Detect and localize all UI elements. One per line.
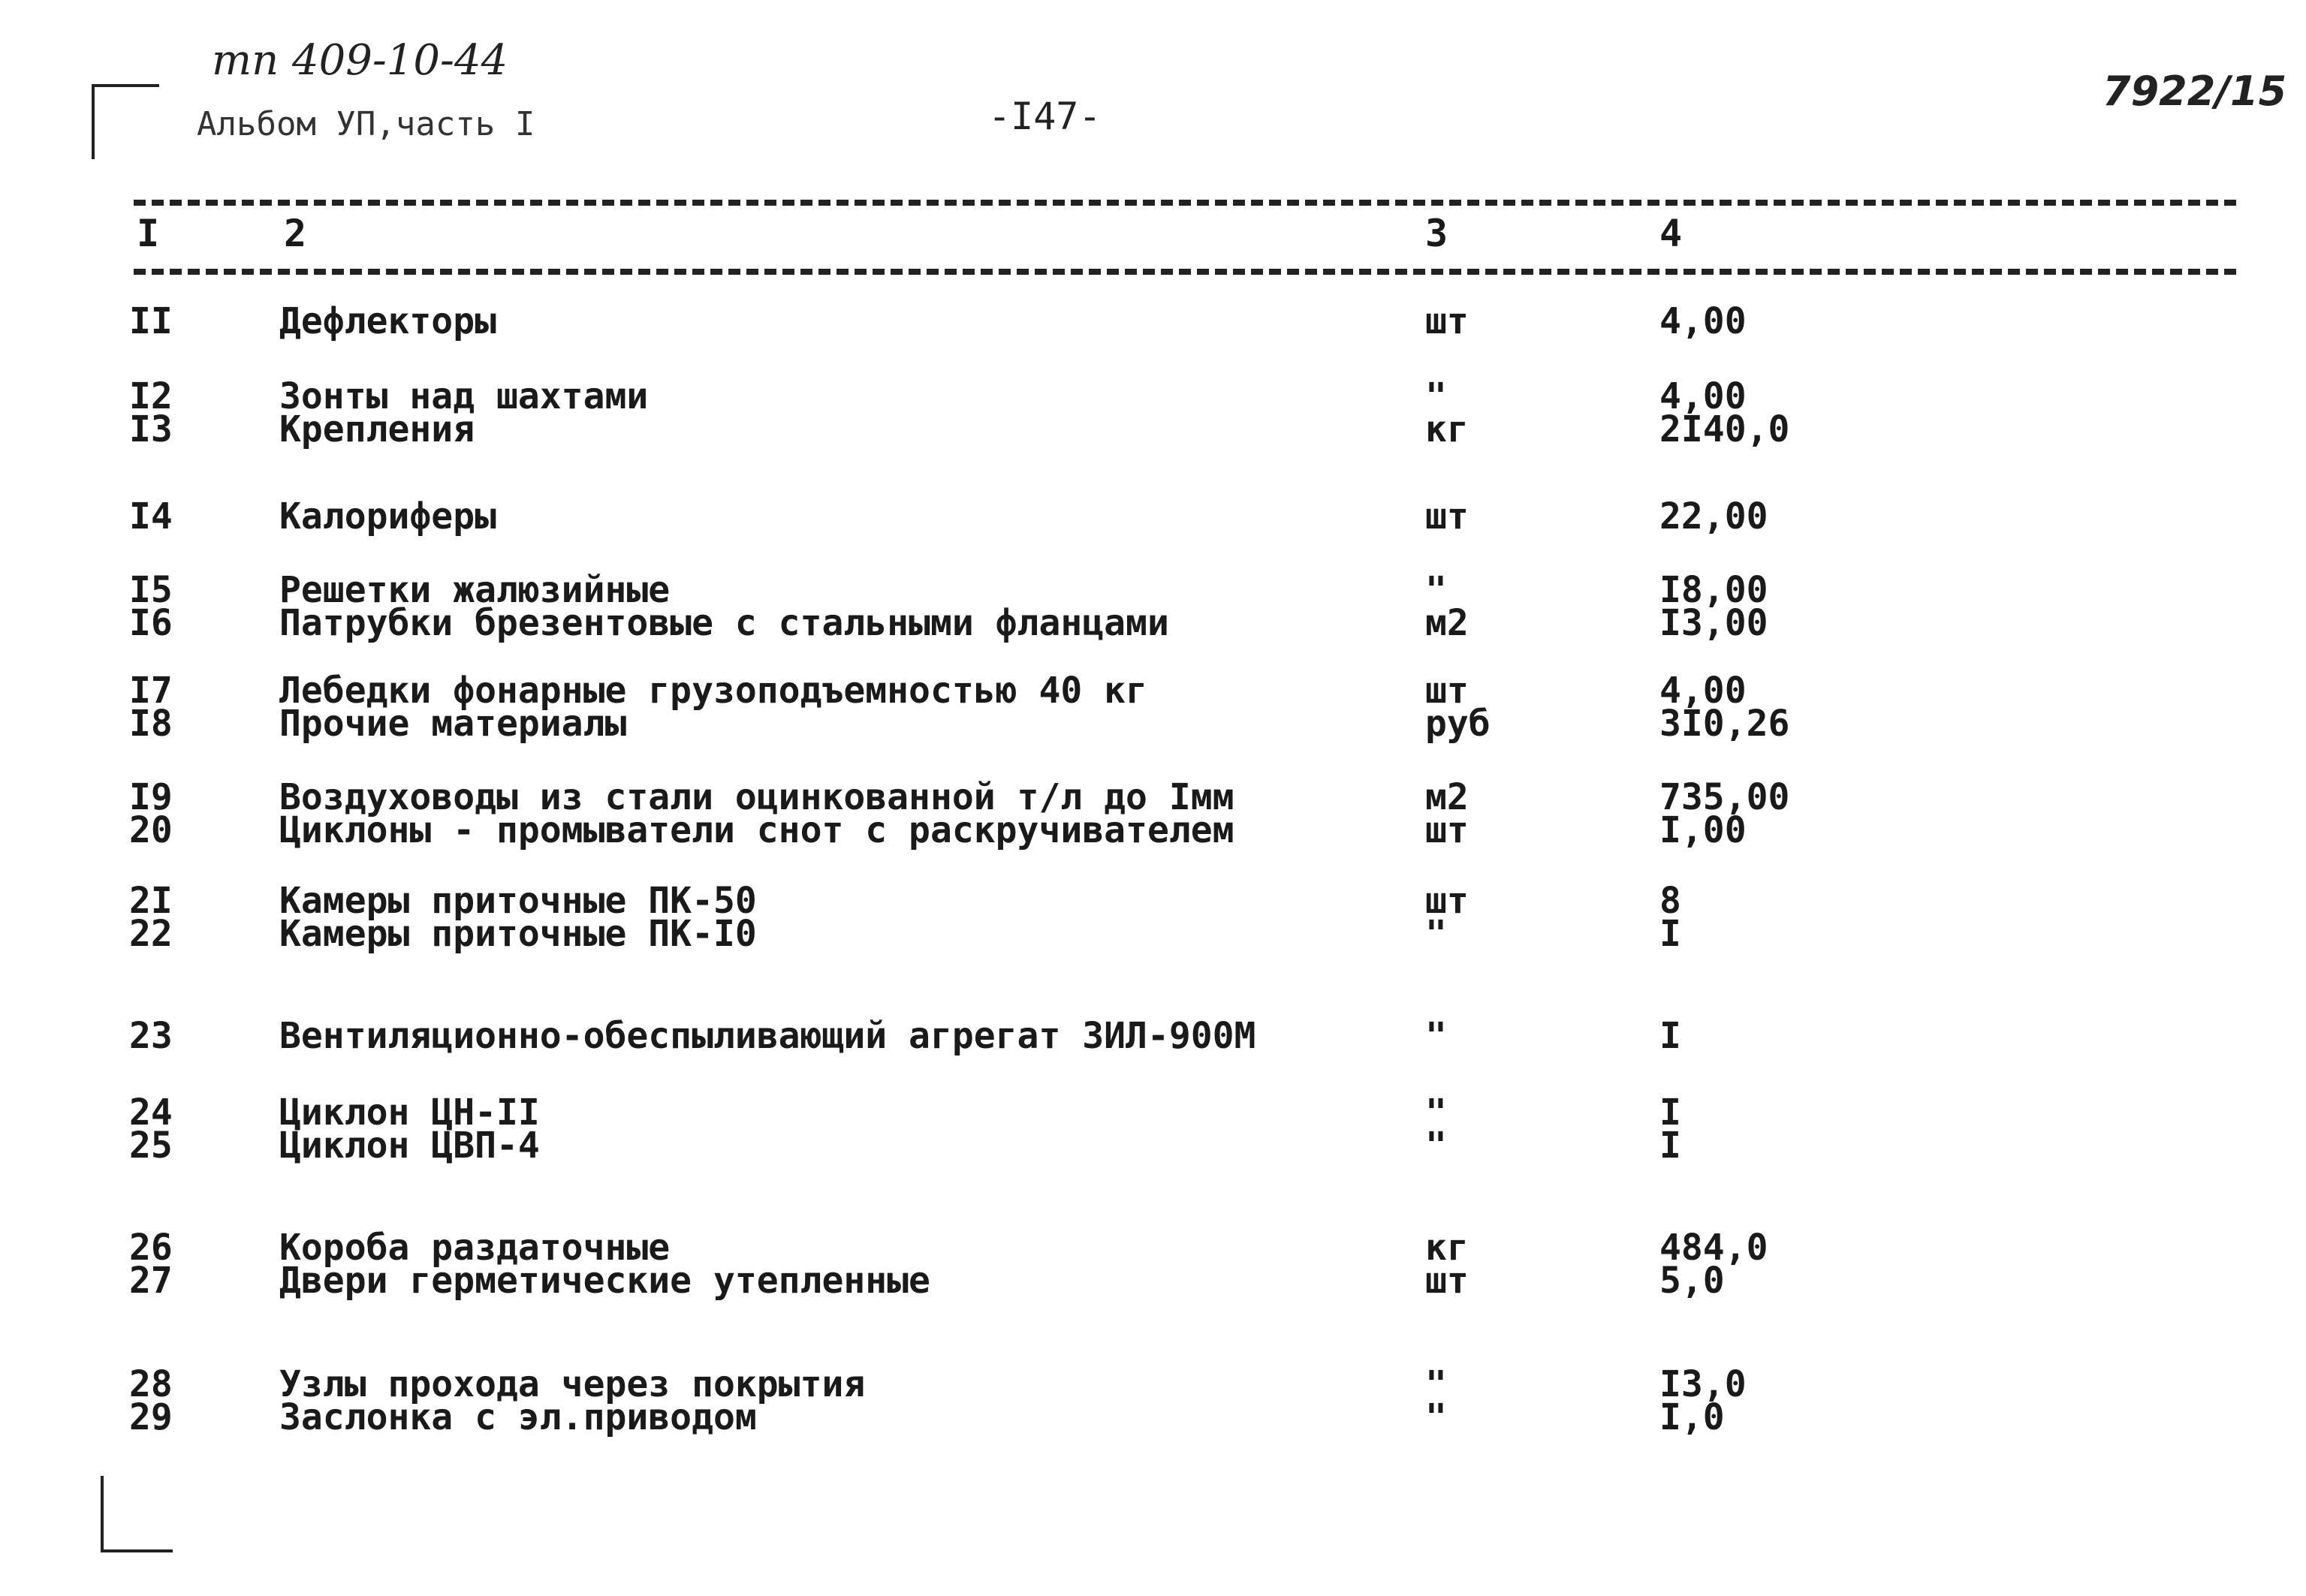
- row-name: Крепления: [279, 408, 475, 450]
- row-number: 28: [129, 1363, 173, 1405]
- row-unit: ": [1425, 913, 1447, 955]
- row-unit: руб: [1425, 703, 1491, 745]
- row-number: 20: [129, 809, 173, 851]
- row-number: I2: [129, 375, 173, 417]
- column-header-2: 2: [284, 212, 307, 255]
- row-number: 25: [129, 1125, 173, 1167]
- row-quantity: 735,00: [1659, 776, 1790, 818]
- row-name: Циклоны - промыватели снот с раскручивателем: [279, 809, 1234, 851]
- row-quantity: I8,00: [1659, 569, 1768, 611]
- row-quantity: 4,00: [1659, 375, 1747, 417]
- row-name: Зонты над шахтами: [279, 375, 649, 417]
- row-unit: ": [1425, 375, 1447, 417]
- corner-mark-bottom-left-horizontal: [101, 1549, 173, 1552]
- row-name: Короба раздаточные: [279, 1227, 671, 1269]
- row-quantity: 3I0,26: [1659, 703, 1790, 745]
- row-quantity: I: [1659, 1125, 1681, 1167]
- row-number: 2I: [129, 880, 173, 922]
- row-name: Калориферы: [279, 495, 496, 538]
- row-name: Решетки жалюзийные: [279, 569, 671, 611]
- row-quantity: 484,0: [1659, 1227, 1768, 1269]
- row-name: Камеры приточные ПК-50: [279, 880, 757, 922]
- row-unit: ": [1425, 1363, 1447, 1405]
- row-unit: ": [1425, 1396, 1447, 1438]
- row-unit: шт: [1425, 880, 1469, 922]
- row-number: I6: [129, 602, 173, 644]
- row-quantity: I3,00: [1659, 602, 1768, 644]
- row-unit: ": [1425, 569, 1447, 611]
- row-name: Циклон ЦВП-4: [279, 1125, 540, 1167]
- row-number: I7: [129, 670, 173, 712]
- row-number: I5: [129, 569, 173, 611]
- row-quantity: I3,0: [1659, 1363, 1747, 1405]
- row-number: 26: [129, 1227, 173, 1269]
- row-unit: кг: [1425, 1227, 1469, 1269]
- row-name: Вентиляционно-обеспыливающий агрегат ЗИЛ-900М: [279, 1015, 1256, 1057]
- row-quantity: I: [1659, 1092, 1681, 1134]
- corner-mark-top-left-horizontal: [92, 84, 159, 87]
- row-quantity: 4,00: [1659, 300, 1747, 342]
- row-quantity: 2I40,0: [1659, 408, 1790, 450]
- row-unit: шт: [1425, 809, 1469, 851]
- column-header-4: 4: [1659, 212, 1683, 255]
- row-name: Прочие материалы: [279, 703, 627, 745]
- row-number: 24: [129, 1092, 173, 1134]
- corner-mark-top-left: [92, 84, 95, 159]
- row-name: Воздуховоды из стали оцинкованной т/л до Iмм: [279, 776, 1234, 818]
- document-code: тп 409-10-44: [212, 36, 508, 85]
- row-unit: шт: [1425, 495, 1469, 538]
- row-name: Двери герметические утепленные: [279, 1260, 930, 1302]
- row-name: Дефлекторы: [279, 300, 496, 342]
- row-number: 29: [129, 1396, 173, 1438]
- row-number: I4: [129, 495, 173, 538]
- row-name: Узлы прохода через покрытия: [279, 1363, 866, 1405]
- row-unit: м2: [1425, 776, 1469, 818]
- row-quantity: 5,0: [1659, 1260, 1725, 1302]
- row-unit: кг: [1425, 408, 1469, 450]
- album-reference: Альбом УП,часть I: [197, 105, 535, 143]
- row-quantity: I: [1659, 913, 1681, 955]
- page-number: -I47-: [988, 95, 1102, 138]
- row-number: 23: [129, 1015, 173, 1057]
- row-name: Патрубки брезентовые с стальными фланцами: [279, 602, 1169, 644]
- table-top-dashed-rule: [134, 200, 2236, 206]
- sheet-code: 7922/15: [2103, 68, 2287, 115]
- row-unit: ": [1425, 1125, 1447, 1167]
- table-header-dashed-rule: [134, 269, 2236, 275]
- corner-mark-bottom-left: [101, 1476, 104, 1551]
- row-number: I3: [129, 408, 173, 450]
- row-unit: шт: [1425, 670, 1469, 712]
- row-name: Лебедки фонарные грузоподъемностью 40 кг: [279, 670, 1147, 712]
- row-unit: шт: [1425, 300, 1469, 342]
- row-name: Циклон ЦН-II: [279, 1092, 540, 1134]
- row-quantity: I,00: [1659, 809, 1747, 851]
- row-number: 22: [129, 913, 173, 955]
- row-number: II: [129, 300, 173, 342]
- row-quantity: 22,00: [1659, 495, 1768, 538]
- row-unit: м2: [1425, 602, 1469, 644]
- row-quantity: 4,00: [1659, 670, 1747, 712]
- row-quantity: 8: [1659, 880, 1681, 922]
- row-unit: шт: [1425, 1260, 1469, 1302]
- column-header-3: 3: [1425, 212, 1448, 255]
- row-unit: ": [1425, 1015, 1447, 1057]
- row-name: Камеры приточные ПК-I0: [279, 913, 757, 955]
- row-quantity: I,0: [1659, 1396, 1725, 1438]
- column-header-1: I: [137, 212, 160, 255]
- row-number: 27: [129, 1260, 173, 1302]
- row-name: Заслонка с эл.приводом: [279, 1396, 757, 1438]
- row-number: I8: [129, 703, 173, 745]
- row-number: I9: [129, 776, 173, 818]
- row-quantity: I: [1659, 1015, 1681, 1057]
- row-unit: ": [1425, 1092, 1447, 1134]
